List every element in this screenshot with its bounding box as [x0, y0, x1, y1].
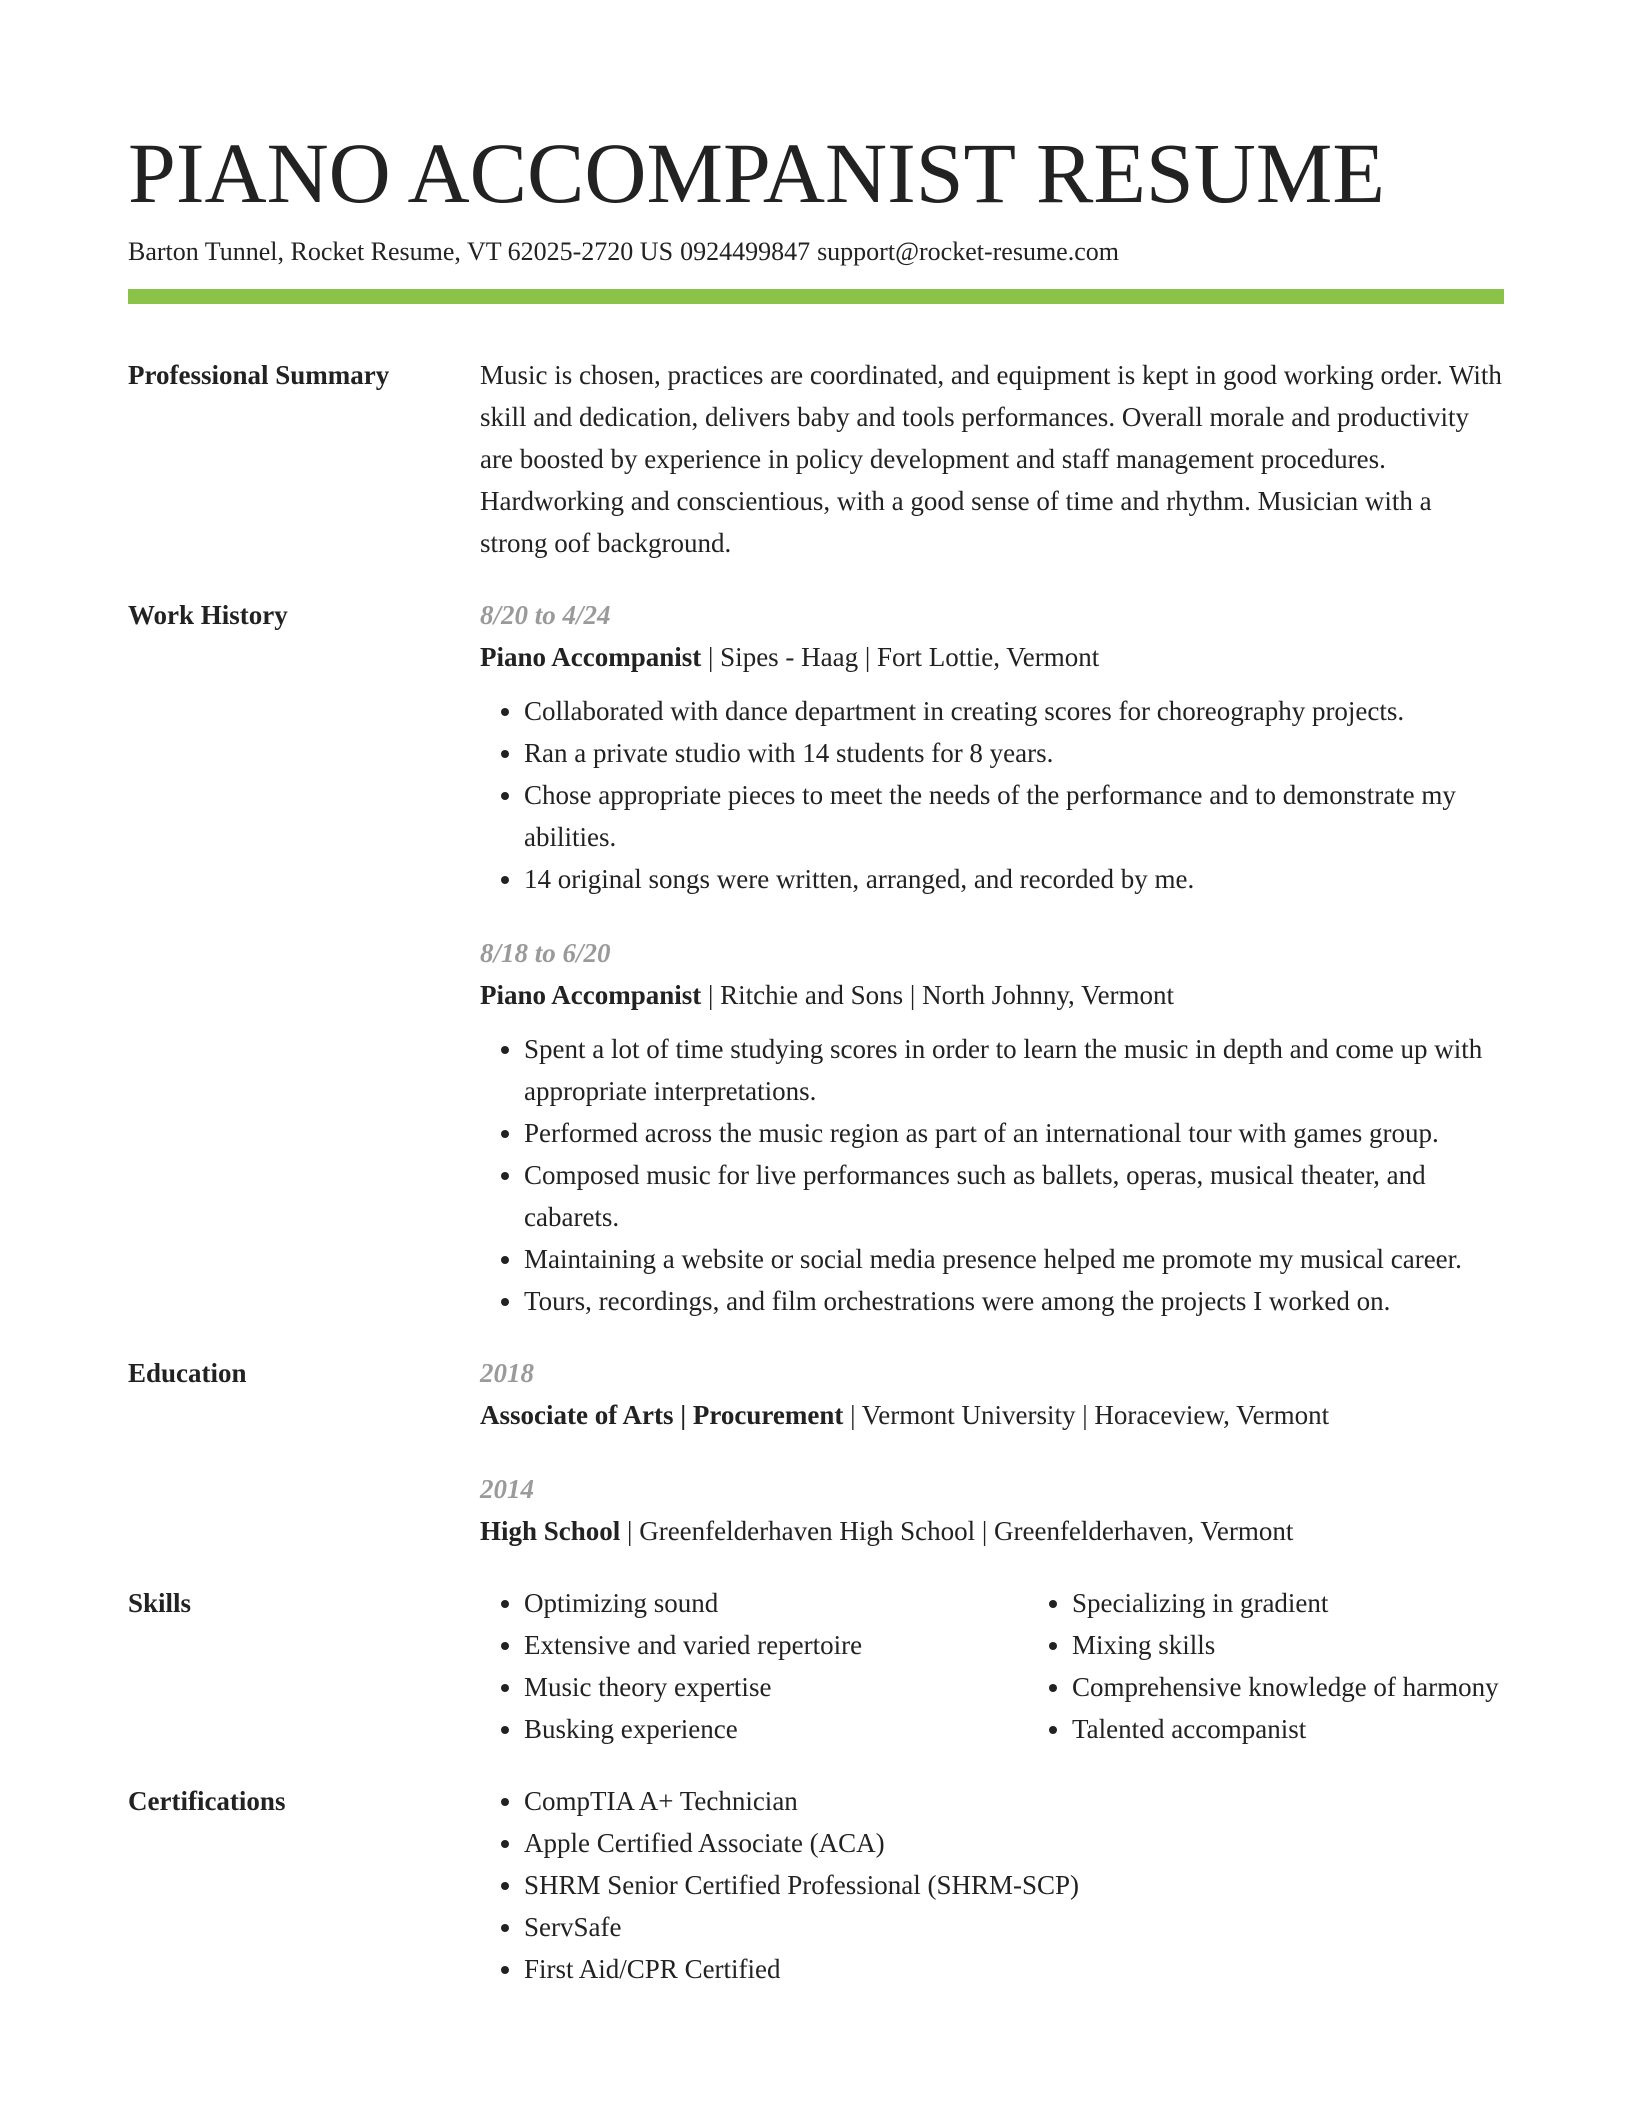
- job-bullets: [480, 690, 1504, 900]
- summary-text: Music is chosen, practices are coordinated, and equipment is kept in good working order. With skill and dedication, delivers baby and tools performances. Overall morale and productivity are boosted by experience in policy development and staff management procedures. Hardworking and conscientious, with a good sense of time and rhythm. Musician with a strong oof background.: [480, 360, 1502, 558]
- education-entry: [480, 1468, 1504, 1552]
- education-year: 2018: [480, 1358, 534, 1388]
- resume-page: [128, 118, 1504, 2020]
- education-degree: High School: [480, 1516, 621, 1546]
- job-title: Piano Accompanist: [480, 642, 702, 672]
- job-bullet: • Tours, recordings, and film orchestrations were among the projects I worked on.: [524, 1280, 1504, 1322]
- job-dates: 8/18 to 6/20: [480, 938, 611, 968]
- skills-list-left: [480, 1582, 1028, 1750]
- skills-label: Skills: [128, 1588, 192, 1618]
- job-bullets: [480, 1028, 1504, 1322]
- certification-item: • First Aid/CPR Certified: [524, 1948, 1504, 1990]
- skill-item: • Comprehensive knowledge of harmony: [1072, 1666, 1499, 1708]
- skill-item: • Extensive and varied repertoire: [524, 1624, 1028, 1666]
- education-line: [480, 1394, 1504, 1436]
- job-title: Piano Accompanist: [480, 980, 702, 1010]
- summary-section: [128, 354, 1504, 564]
- contact-address: Barton Tunnel, Rocket Resume, VT 62025-2720 US: [128, 237, 674, 266]
- skill-item: • Music theory expertise: [524, 1666, 1028, 1708]
- education-degree: Associate of Arts | Procurement: [480, 1400, 844, 1430]
- skill-item: • Talented accompanist: [1072, 1708, 1499, 1750]
- summary-label: Professional Summary: [128, 360, 390, 390]
- education-label: Education: [128, 1358, 247, 1388]
- job-role-line: [480, 974, 1504, 1016]
- skill-item: • Optimizing sound: [524, 1582, 1028, 1624]
- skills-list-right: [1028, 1582, 1499, 1750]
- job-role-line: [480, 636, 1504, 678]
- education-details: | Vermont University | Horaceview, Vermont: [850, 1400, 1330, 1430]
- skill-item: • Busking experience: [524, 1708, 1028, 1750]
- job-details: | Sipes - Haag | Fort Lottie, Vermont: [708, 642, 1100, 672]
- certifications-list: [480, 1780, 1504, 1990]
- education-year: 2014: [480, 1474, 534, 1504]
- education-details: | Greenfelderhaven High School | Greenfelderhaven, Vermont: [627, 1516, 1294, 1546]
- job-bullet: • Maintaining a website or social media presence helped me promote my musical career.: [524, 1238, 1504, 1280]
- certification-item: • ServSafe: [524, 1906, 1504, 1948]
- education-entry: [480, 1352, 1504, 1436]
- job-bullet: • Ran a private studio with 14 students for 8 years.: [524, 732, 1504, 774]
- skill-item: • Specializing in gradient: [1072, 1582, 1499, 1624]
- job-bullet: • 14 original songs were written, arranged, and recorded by me.: [524, 858, 1504, 900]
- job-bullet: • Spent a lot of time studying scores in order to learn the music in depth and come up with appropriate interpretations.: [524, 1028, 1504, 1112]
- certification-item: • CompTIA A+ Technician: [524, 1780, 1504, 1822]
- job-bullet: • Composed music for live performances such as ballets, operas, musical theater, and cabarets.: [524, 1154, 1504, 1238]
- education-section: [128, 1352, 1504, 1552]
- skill-item: • Mixing skills: [1072, 1624, 1499, 1666]
- job-bullet: • Collaborated with dance department in creating scores for choreography projects.: [524, 690, 1504, 732]
- job-bullet: • Chose appropriate pieces to meet the needs of the performance and to demonstrate my abilities.: [524, 774, 1504, 858]
- job-dates: 8/20 to 4/24: [480, 600, 611, 630]
- certifications-section: [128, 1780, 1504, 1990]
- skills-columns: [480, 1582, 1504, 1750]
- contact-phone: 0924499847: [680, 237, 811, 266]
- certification-item: • Apple Certified Associate (ACA): [524, 1822, 1504, 1864]
- contact-email: support@rocket-resume.com: [817, 237, 1119, 266]
- education-line: [480, 1510, 1504, 1552]
- work-history-label: Work History: [128, 600, 288, 630]
- certification-item: • SHRM Senior Certified Professional (SHRM-SCP): [524, 1864, 1504, 1906]
- job-entry: [480, 594, 1504, 900]
- resume-title: PIANO ACCOMPANIST RESUME: [128, 125, 1385, 221]
- header-divider: [128, 289, 1504, 304]
- skills-section: [128, 1582, 1504, 1750]
- job-entry: [480, 932, 1504, 1322]
- work-history-section: [128, 594, 1504, 1322]
- job-bullet: • Performed across the music region as part of an international tour with games group.: [524, 1112, 1504, 1154]
- contact-line: [128, 234, 1504, 270]
- certifications-label: Certifications: [128, 1786, 286, 1816]
- job-details: | Ritchie and Sons | North Johnny, Vermont: [708, 980, 1175, 1010]
